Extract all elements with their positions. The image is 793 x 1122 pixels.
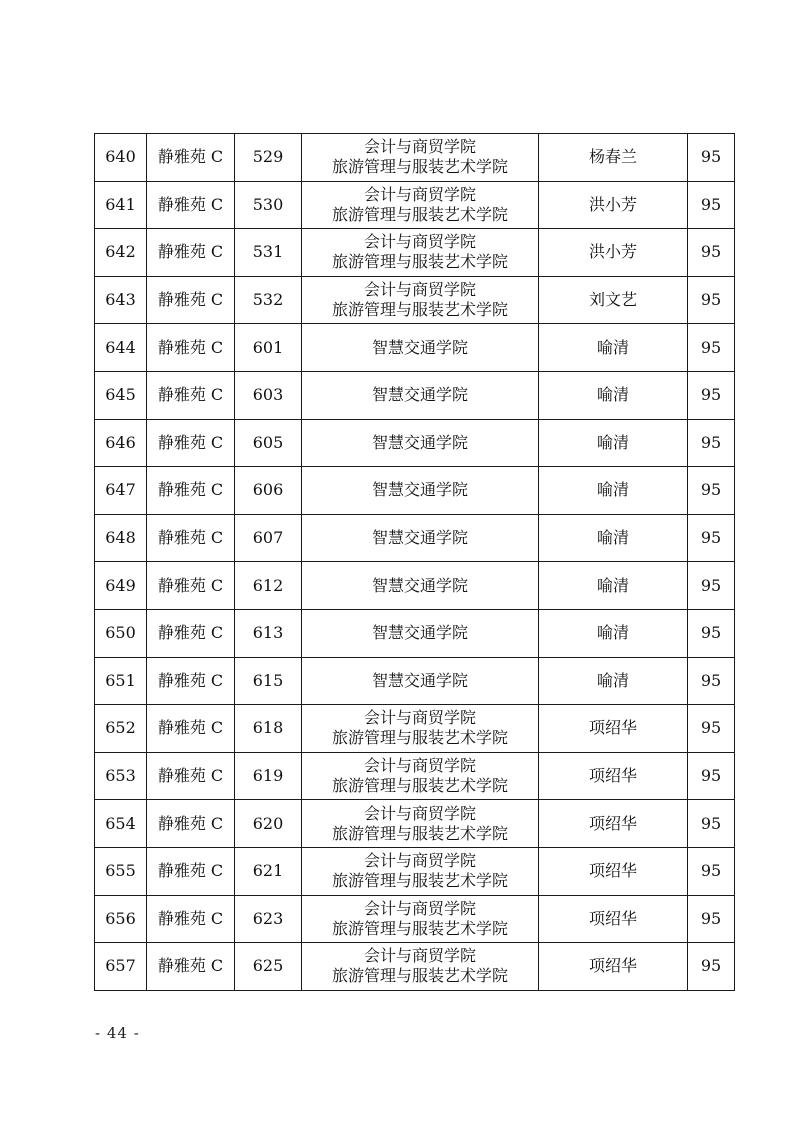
row-number-cell: 646 (95, 419, 147, 467)
building-cell: 静雅苑 C (147, 705, 235, 753)
room-number-cell: 529 (235, 134, 302, 182)
college-cell (302, 609, 539, 657)
score-cell: 95 (688, 562, 735, 610)
college-cell (302, 229, 539, 277)
room-number-cell: 623 (235, 895, 302, 943)
teacher-cell: 喻清 (539, 324, 688, 372)
score-cell: 95 (688, 371, 735, 419)
building-cell: 静雅苑 C (147, 419, 235, 467)
teacher-cell: 洪小芳 (539, 229, 688, 277)
room-number-cell: 618 (235, 705, 302, 753)
table-row (95, 752, 735, 800)
teacher-cell: 喻清 (539, 467, 688, 515)
room-number-cell: 613 (235, 609, 302, 657)
score-cell: 95 (688, 134, 735, 182)
building-cell: 静雅苑 C (147, 371, 235, 419)
college-name: 智慧交通学院 (371, 670, 468, 690)
building-cell: 静雅苑 C (147, 562, 235, 610)
college-cell (302, 371, 539, 419)
row-number-cell: 651 (95, 657, 147, 705)
college-cell (302, 752, 539, 800)
row-number-cell: 640 (95, 134, 147, 182)
college-name: 智慧交通学院 (371, 385, 468, 405)
college-name: 会计与商贸学院 (363, 851, 476, 871)
college-name: 旅游管理与服装艺术学院 (331, 966, 508, 986)
teacher-cell: 喻清 (539, 562, 688, 610)
row-number-cell: 650 (95, 609, 147, 657)
score-cell: 95 (688, 752, 735, 800)
score-cell: 95 (688, 181, 735, 229)
college-name: 会计与商贸学院 (363, 756, 476, 776)
room-number-cell: 615 (235, 657, 302, 705)
building-cell: 静雅苑 C (147, 181, 235, 229)
table-row (95, 181, 735, 229)
room-number-cell: 531 (235, 229, 302, 277)
row-number-cell: 648 (95, 514, 147, 562)
table-row (95, 276, 735, 324)
college-name: 旅游管理与服装艺术学院 (331, 728, 508, 748)
room-number-cell: 619 (235, 752, 302, 800)
room-number-cell: 530 (235, 181, 302, 229)
building-cell: 静雅苑 C (147, 943, 235, 991)
college-cell (302, 419, 539, 467)
college-name: 智慧交通学院 (371, 528, 468, 548)
score-cell: 95 (688, 609, 735, 657)
dormitory-score-table (94, 133, 735, 991)
building-cell: 静雅苑 C (147, 657, 235, 705)
room-number-cell: 625 (235, 943, 302, 991)
college-cell (302, 800, 539, 848)
score-cell: 95 (688, 895, 735, 943)
college-name: 会计与商贸学院 (363, 232, 476, 252)
row-number-cell: 656 (95, 895, 147, 943)
college-cell (302, 276, 539, 324)
teacher-cell: 项绍华 (539, 847, 688, 895)
score-cell: 95 (688, 514, 735, 562)
row-number-cell: 643 (95, 276, 147, 324)
college-cell (302, 324, 539, 372)
building-cell: 静雅苑 C (147, 609, 235, 657)
row-number-cell: 655 (95, 847, 147, 895)
building-cell: 静雅苑 C (147, 134, 235, 182)
score-cell: 95 (688, 467, 735, 515)
teacher-cell: 项绍华 (539, 943, 688, 991)
college-cell (302, 847, 539, 895)
building-cell: 静雅苑 C (147, 514, 235, 562)
teacher-cell: 喻清 (539, 514, 688, 562)
table-row (95, 609, 735, 657)
row-number-cell: 654 (95, 800, 147, 848)
teacher-cell: 项绍华 (539, 705, 688, 753)
teacher-cell: 项绍华 (539, 895, 688, 943)
table-row (95, 705, 735, 753)
score-cell: 95 (688, 229, 735, 277)
score-cell: 95 (688, 705, 735, 753)
row-number-cell: 641 (95, 181, 147, 229)
college-name: 智慧交通学院 (371, 337, 468, 357)
college-cell (302, 134, 539, 182)
teacher-cell: 杨春兰 (539, 134, 688, 182)
building-cell: 静雅苑 C (147, 467, 235, 515)
table-row (95, 419, 735, 467)
building-cell: 静雅苑 C (147, 229, 235, 277)
room-number-cell: 620 (235, 800, 302, 848)
room-number-cell: 606 (235, 467, 302, 515)
table-row (95, 134, 735, 182)
table-row (95, 371, 735, 419)
score-cell: 95 (688, 324, 735, 372)
score-cell: 95 (688, 276, 735, 324)
building-cell: 静雅苑 C (147, 800, 235, 848)
college-cell (302, 467, 539, 515)
building-cell: 静雅苑 C (147, 752, 235, 800)
row-number-cell: 645 (95, 371, 147, 419)
college-name: 旅游管理与服装艺术学院 (331, 776, 508, 796)
score-cell: 95 (688, 419, 735, 467)
table-row (95, 895, 735, 943)
teacher-cell: 项绍华 (539, 800, 688, 848)
college-name: 旅游管理与服装艺术学院 (331, 871, 508, 891)
room-number-cell: 612 (235, 562, 302, 610)
college-cell (302, 181, 539, 229)
teacher-cell: 刘文艺 (539, 276, 688, 324)
row-number-cell: 642 (95, 229, 147, 277)
table-row (95, 514, 735, 562)
row-number-cell: 649 (95, 562, 147, 610)
college-name: 会计与商贸学院 (363, 898, 476, 918)
teacher-cell: 项绍华 (539, 752, 688, 800)
row-number-cell: 657 (95, 943, 147, 991)
room-number-cell: 601 (235, 324, 302, 372)
college-cell (302, 562, 539, 610)
college-name: 智慧交通学院 (371, 480, 468, 500)
college-name: 会计与商贸学院 (363, 137, 476, 157)
table-row (95, 847, 735, 895)
college-name: 智慧交通学院 (371, 432, 468, 452)
building-cell: 静雅苑 C (147, 276, 235, 324)
college-name: 旅游管理与服装艺术学院 (331, 252, 508, 272)
college-name: 旅游管理与服装艺术学院 (331, 157, 508, 177)
college-name: 会计与商贸学院 (363, 280, 476, 300)
building-cell: 静雅苑 C (147, 847, 235, 895)
room-number-cell: 605 (235, 419, 302, 467)
college-cell (302, 895, 539, 943)
college-cell (302, 657, 539, 705)
room-number-cell: 621 (235, 847, 302, 895)
table-row (95, 657, 735, 705)
table-row (95, 800, 735, 848)
table-row (95, 562, 735, 610)
teacher-cell: 洪小芳 (539, 181, 688, 229)
score-cell: 95 (688, 847, 735, 895)
score-cell: 95 (688, 657, 735, 705)
college-cell (302, 705, 539, 753)
college-name: 旅游管理与服装艺术学院 (331, 204, 508, 224)
table-row (95, 467, 735, 515)
table-row (95, 229, 735, 277)
college-cell (302, 514, 539, 562)
score-cell: 95 (688, 943, 735, 991)
teacher-cell: 喻清 (539, 419, 688, 467)
college-name: 会计与商贸学院 (363, 946, 476, 966)
row-number-cell: 653 (95, 752, 147, 800)
teacher-cell: 喻清 (539, 371, 688, 419)
college-name: 会计与商贸学院 (363, 184, 476, 204)
building-cell: 静雅苑 C (147, 324, 235, 372)
page-number: - 44 - (95, 1024, 140, 1042)
teacher-cell: 喻清 (539, 657, 688, 705)
table-row (95, 324, 735, 372)
table-body (95, 134, 735, 991)
table-row (95, 943, 735, 991)
teacher-cell: 喻清 (539, 609, 688, 657)
college-name: 智慧交通学院 (371, 623, 468, 643)
college-cell (302, 943, 539, 991)
college-name: 会计与商贸学院 (363, 803, 476, 823)
college-name: 旅游管理与服装艺术学院 (331, 823, 508, 843)
row-number-cell: 647 (95, 467, 147, 515)
room-number-cell: 603 (235, 371, 302, 419)
row-number-cell: 652 (95, 705, 147, 753)
row-number-cell: 644 (95, 324, 147, 372)
college-name: 会计与商贸学院 (363, 708, 476, 728)
room-number-cell: 532 (235, 276, 302, 324)
college-name: 旅游管理与服装艺术学院 (331, 918, 508, 938)
building-cell: 静雅苑 C (147, 895, 235, 943)
room-number-cell: 607 (235, 514, 302, 562)
college-name: 旅游管理与服装艺术学院 (331, 300, 508, 320)
college-name: 智慧交通学院 (371, 575, 468, 595)
score-cell: 95 (688, 800, 735, 848)
